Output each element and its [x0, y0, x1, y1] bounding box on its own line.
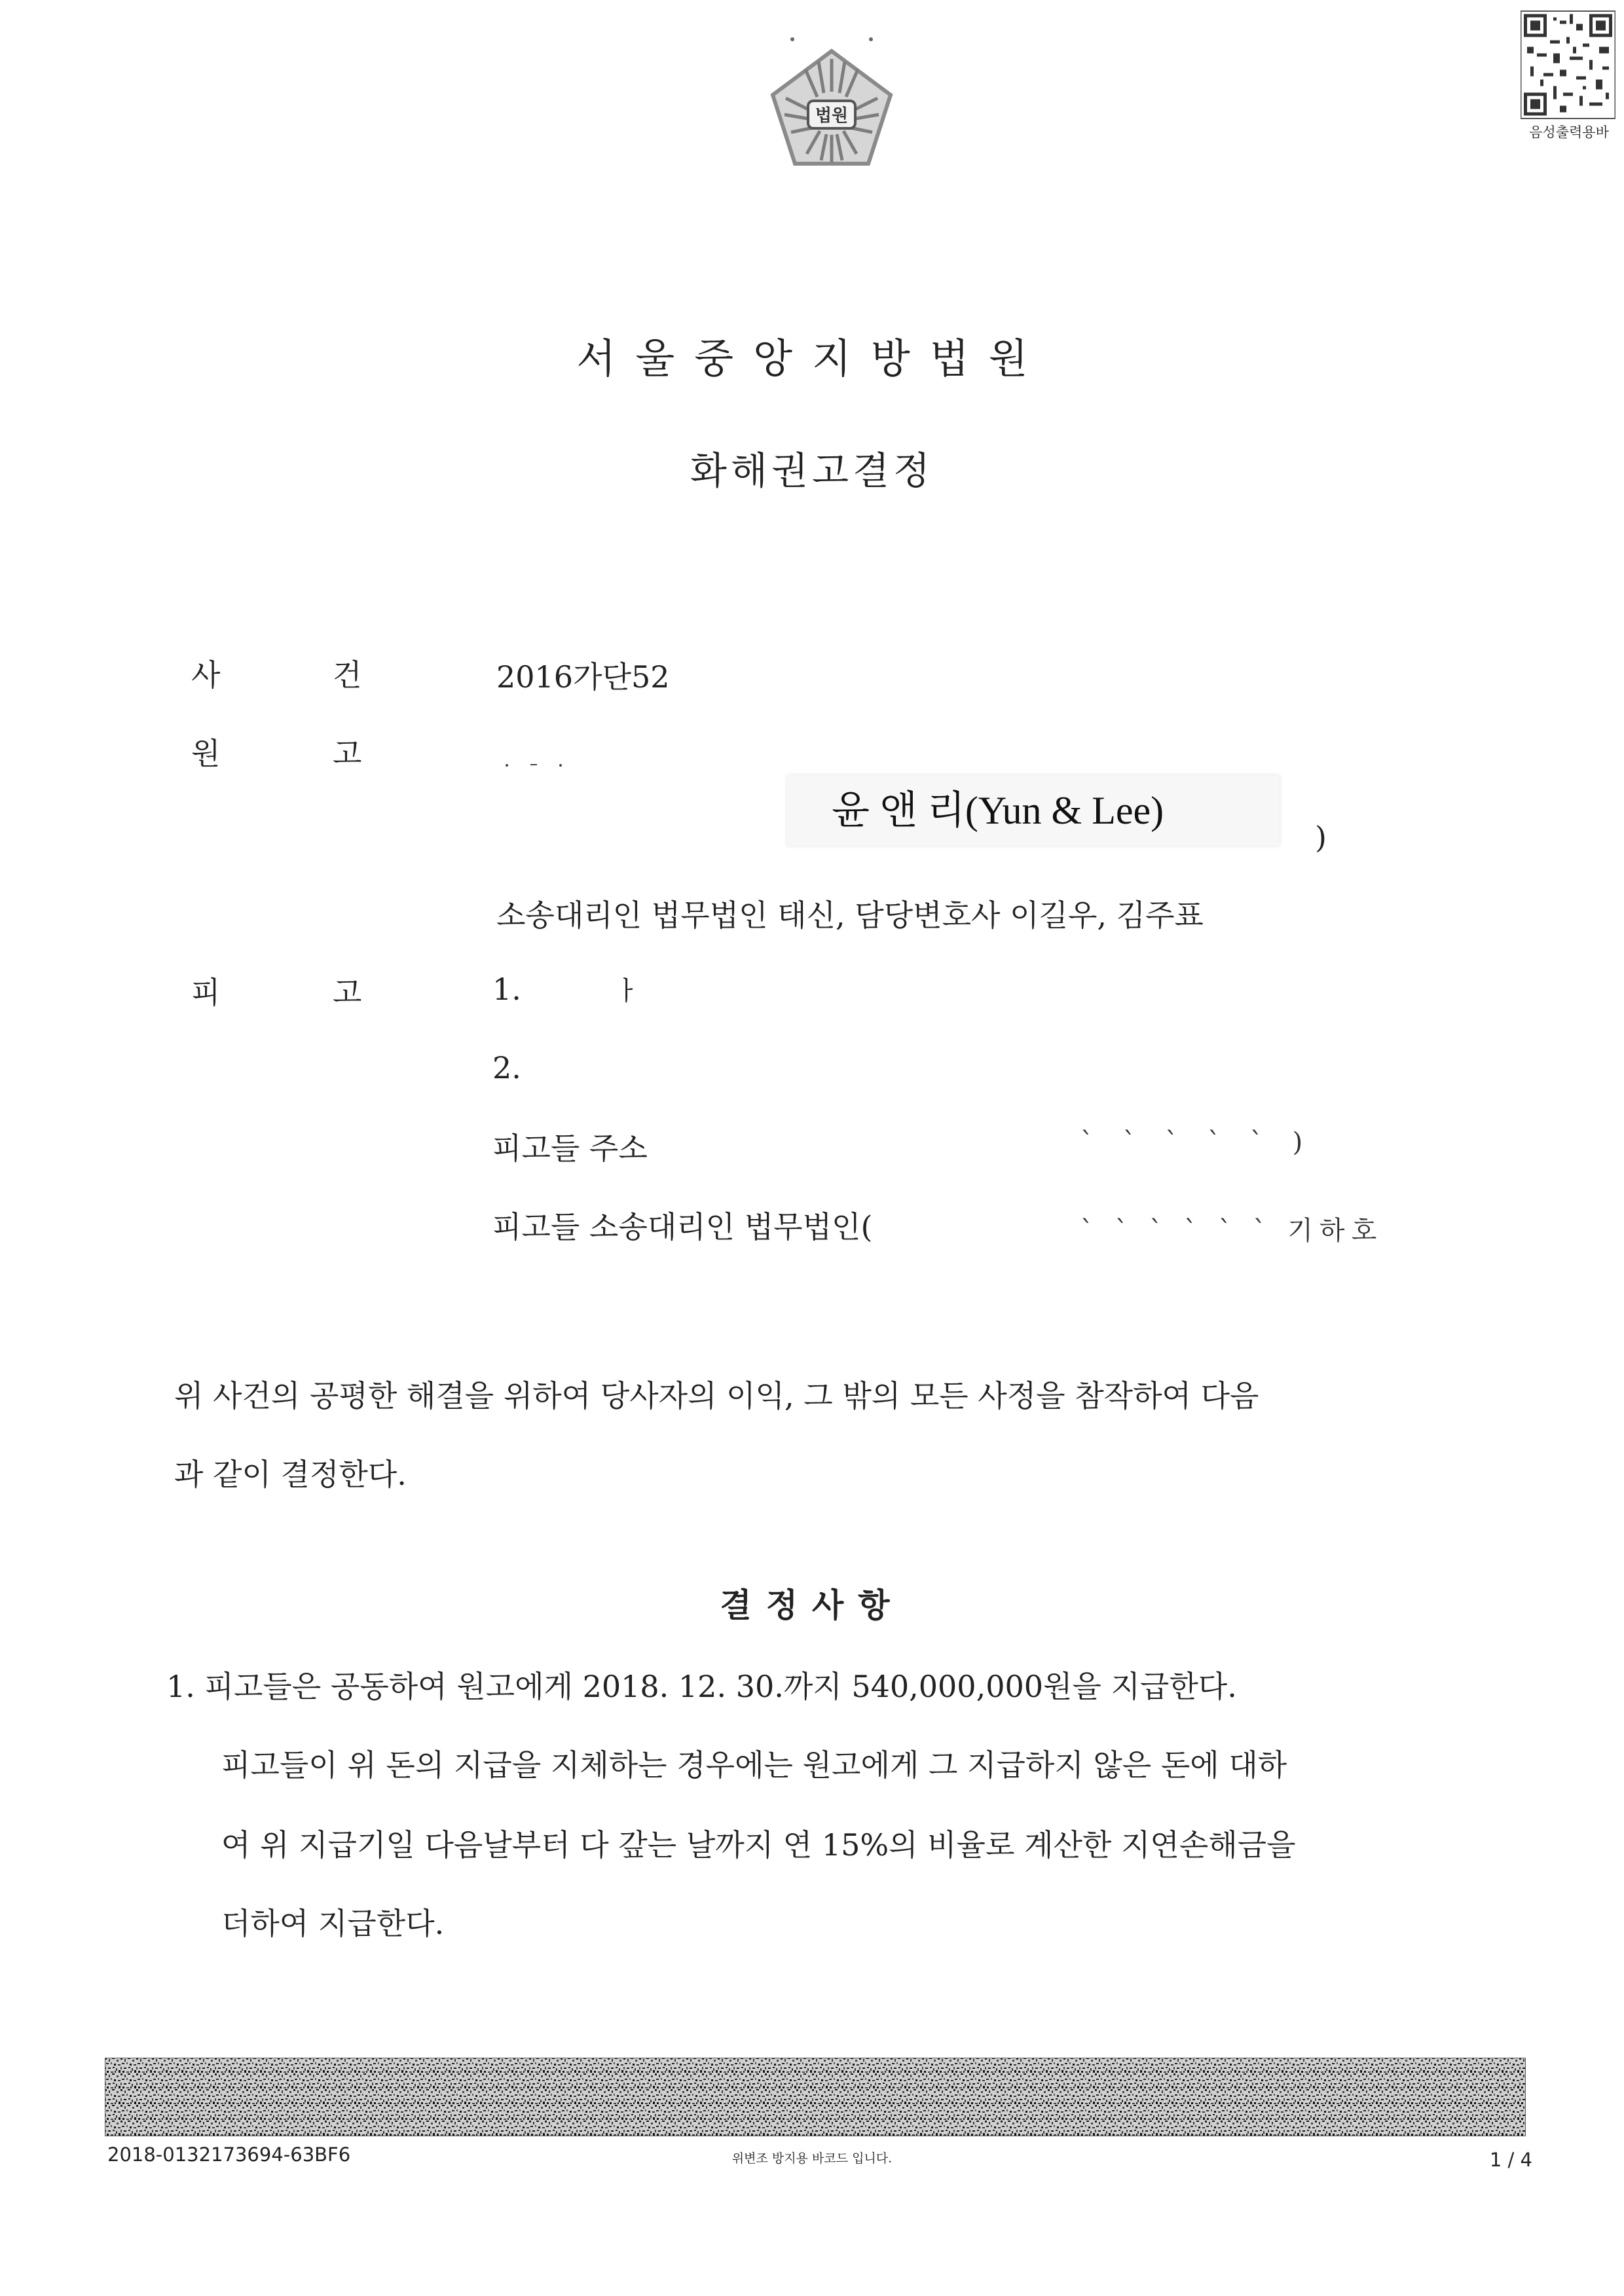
defendant-item-1-trace: ㅏ: [614, 976, 640, 1006]
plaintiff-label-go: 고: [333, 736, 362, 771]
seal-dot: [869, 37, 873, 41]
defendant-attorney-trace: ` ` ` ` ` ` 기하호: [1080, 1216, 1384, 1246]
defendant-label-go: 고: [333, 975, 362, 1010]
preamble-line-2: 과 같이 결정한다.: [174, 1457, 407, 1492]
redaction-trace: [504, 758, 583, 763]
section-title: 결정사항: [720, 1586, 904, 1624]
plaintiff-firm-stamp: 윤 앤 리(Yun & Lee): [787, 775, 1280, 846]
seal-text: 법원: [815, 106, 849, 126]
document-id: 2018-0132173694-63BF6: [107, 2143, 351, 2166]
qr-code: [1521, 10, 1615, 119]
barcode-note: 위변조 방지용 바코드 입니다.: [731, 2151, 893, 2166]
defendant-label-pi: 피: [191, 975, 221, 1010]
plaintiff-close-paren: ): [1315, 820, 1327, 855]
case-number: 2016가단52: [496, 659, 670, 695]
qr-code-label: 음성출력용바: [1529, 124, 1609, 140]
preamble-line-1: 위 사건의 공평한 해결을 위하여 당사자의 이익, 그 밖의 모든 사정을 참작하여 다음: [174, 1378, 1259, 1413]
decision-line-3: 여 위 지급기일 다음날부터 다 갚는 날까지 연 15%의 비율로 계산한 지연손해금을: [221, 1827, 1296, 1863]
defendant-address-trace: ` ` ` ` ` ): [1080, 1127, 1314, 1157]
plaintiff-attorney: 소송대리인 법무법인 태신, 담당변호사 이길우, 김주표: [496, 898, 1204, 933]
document-title: 화해권고결정: [690, 448, 934, 493]
page-number: 1 / 4: [1489, 2149, 1532, 2171]
court-seal-emblem: [753, 33, 910, 223]
case-label-geon: 건: [333, 657, 362, 693]
decision-line-2: 피고들이 위 돈의 지급을 지체하는 경우에는 원고에게 그 지급하지 않은 돈에 대하: [221, 1747, 1287, 1783]
defendant-item-2: 2.: [492, 1050, 521, 1085]
anti-forgery-barcode: [105, 2058, 1526, 2136]
decision-line-4: 더하여 지급한다.: [221, 1906, 445, 1941]
plaintiff-label-won: 원: [191, 736, 221, 771]
defendant-address-label: 피고들 주소: [492, 1131, 648, 1166]
preamble-paragraph: [174, 1357, 1451, 1514]
defendant-item-1: 1.: [492, 972, 521, 1007]
seal-dot: [790, 37, 794, 41]
court-name: 서울중앙지방법원: [576, 335, 1048, 382]
defendant-attorney: 피고들 소송대리인 법무법인(: [492, 1209, 873, 1245]
case-label-sa: 사: [191, 657, 221, 693]
decision-line-1: 1. 피고들은 공동하여 원고에게 2018. 12. 30.까지 540,000,000원을 지급한다.: [166, 1669, 1237, 1704]
